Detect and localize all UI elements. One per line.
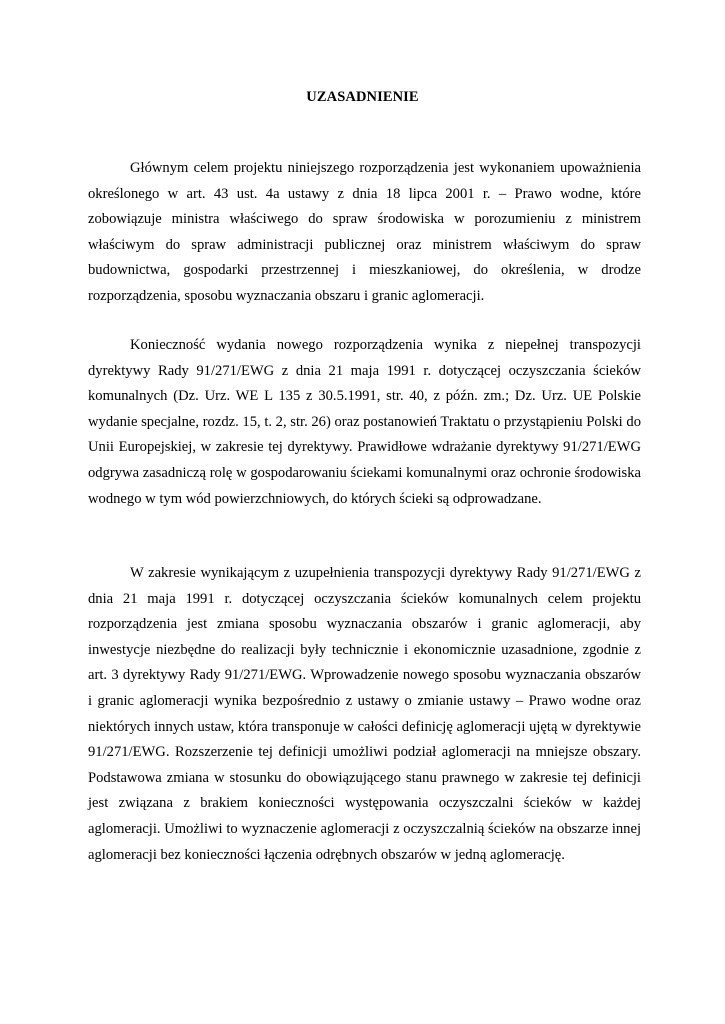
paragraph-scope: W zakresie wynikającym z uzupełnienia transpozycji dyrektywy Rady 91/271/EWG z dnia 21 maja 1991 r. dotyczącej oczyszczania ścieków komunalnych celem projektu rozporządzenia jest zmiana sposobu wyznaczania obszarów i granic aglomeracji, aby inwestycje niezbędne do realizacji były technicznie i ekonomicznie uzasadnione, zgodnie z art. 3 dyrektywy Rady 91/271/EWG. Wprowadzenie nowego sposobu wyznaczania obszarów i granic aglomeracji wynika bezpośrednio z ustawy o zmianie ustawy – Prawo wodne oraz niektórych innych ustaw, która transponuje w całości definicję aglomeracji ujętą w dyrektywie 91/271/EWG. Rozszerzenie tej definicji umożliwi podział aglomeracji na mniejsze obszary. Podstawowa zmiana w stosunku do obowiązującego stanu prawnego w zakresie tej definicji jest związana z brakiem konieczności występowania oczyszczalni ścieków w każdej aglomeracji. Umożliwi to wyznaczenie aglomeracji z oczyszczalnią ścieków na obszarze innej aglomeracji bez konieczności łączenia odrębnych obszarów w jedną aglomerację. (88, 565, 641, 863)
paragraph-purpose: Głównym celem projektu niniejszego rozporządzenia jest wykonaniem upoważnienia określonego w art. 43 ust. 4a ustawy z dnia 18 lipca 2001 r. – Prawo wodne, które zobowiązuje ministra właściwego do spraw środowiska w porozumieniu z ministrem właściwym do spraw administracji publicznej oraz ministrem właściwym do spraw budownictwa, gospodarki przestrzennej i mieszkaniowej, do określenia, w drodze rozporządzenia, sposobu wyznaczania obszaru i granic aglomeracji. (88, 160, 641, 304)
paragraph-necessity: Konieczność wydania nowego rozporządzenia wynika z niepełnej transpozycji dyrektywy Rady 91/271/EWG z dnia 21 maja 1991 r. dotyczącej oczyszczania ścieków komunalnych (Dz. Urz. WE L 135 z 30.5.1991, str. 40, z późn. zm.; Dz. Urz. UE Polskie wydanie specjalne, rozdz. 15, t. 2, str. 26) oraz postanowień Traktatu o przystąpieniu Polski do Unii Europejskiej, w zakresie tej dyrektywy. Prawidłowe wdrażanie dyrektywy 91/271/EWG odgrywa zasadniczą rolę w gospodarowaniu ściekami komunalnymi oraz ochronie środowiska wodnego w tym wód powierzchniowych, do których ścieki są odprowadzane. (88, 337, 641, 507)
document-title: UZASADNIENIE (306, 89, 419, 105)
